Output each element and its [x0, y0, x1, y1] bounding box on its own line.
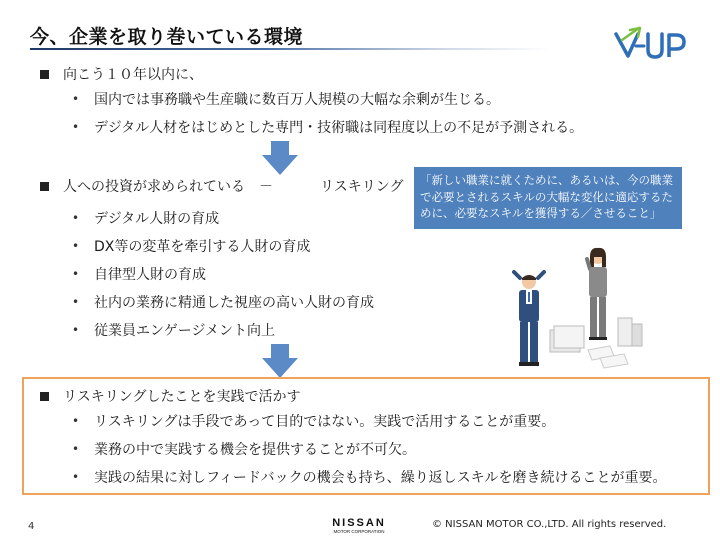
page-number: 4: [28, 521, 35, 532]
list-item: • 業務の中で実践する機会を提供することが不可欠。: [72, 442, 416, 458]
v-up-logo: [614, 26, 694, 62]
reskilling-keyword: リスキリング: [320, 179, 404, 195]
title-underline: [30, 48, 550, 50]
list-item: • 従業員エンゲージメント向上: [72, 323, 276, 339]
scattered-documents-illustration: [540, 310, 650, 370]
list-item: • デジタル人財の育成: [72, 211, 220, 227]
square-bullet-icon: [40, 70, 49, 79]
section2-heading: 人への投資が求められている －: [63, 179, 273, 195]
dot-bullet-icon: •: [72, 414, 80, 428]
section1-heading-row: [40, 64, 203, 84]
reskilling-definition-callout: 「新しい職業に就くために、あるいは、今の職業で必要とされるスキルの大幅な変化に適応するために、必要なスキルを獲得する／させること」: [414, 167, 682, 229]
section2-list: [72, 204, 374, 344]
section3-heading: リスキリングしたことを実践で活かす: [63, 389, 301, 405]
down-arrow-icon: [262, 141, 298, 175]
dot-bullet-icon: •: [72, 120, 80, 134]
dot-bullet-icon: •: [72, 470, 80, 484]
section2-heading-row: [40, 176, 273, 196]
svg-text:MOTOR CORPORATION: MOTOR CORPORATION: [333, 529, 385, 534]
square-bullet-icon: [40, 392, 49, 401]
list-item: • デジタル人材をはじめとした専門・技術職は同程度以上の不足が予測される。: [72, 120, 584, 136]
nissan-logo: [318, 515, 400, 535]
copyright-notice: © NISSAN MOTOR CO.,LTD. All rights reserved.: [432, 519, 667, 530]
list-item: • 国内では事務職や生産職に数百万人規模の大幅な余剰が生じる。: [72, 92, 500, 108]
dot-bullet-icon: •: [72, 211, 80, 225]
dot-bullet-icon: •: [72, 295, 80, 309]
list-item: • 自律型人財の育成: [72, 267, 206, 283]
section3-list: [72, 407, 666, 491]
section1-list: [72, 85, 583, 141]
page-title: 今、企業を取り巻いている環境: [30, 26, 304, 48]
section1-heading: 向こう１０年以内に、: [63, 67, 203, 83]
list-item: • DX等の変革を牽引する人財の育成: [72, 239, 311, 255]
dot-bullet-icon: •: [72, 442, 80, 456]
dot-bullet-icon: •: [72, 92, 80, 106]
list-item: • 実践の結果に対しフィードバックの機会も持ち、繰り返しスキルを磨き続けることが重要。: [72, 470, 667, 486]
section3-heading-row: [40, 386, 300, 406]
dot-bullet-icon: •: [72, 267, 80, 281]
list-item: • リスキリングは手段であって目的ではない。実践で活用することが重要。: [72, 414, 556, 430]
dot-bullet-icon: •: [72, 239, 80, 253]
square-bullet-icon: [40, 182, 49, 191]
down-arrow-icon: [262, 344, 298, 378]
dot-bullet-icon: •: [72, 323, 80, 337]
svg-text:NISSAN: NISSAN: [332, 517, 386, 529]
list-item: • 社内の業務に精通した視座の高い人財の育成: [72, 295, 374, 311]
